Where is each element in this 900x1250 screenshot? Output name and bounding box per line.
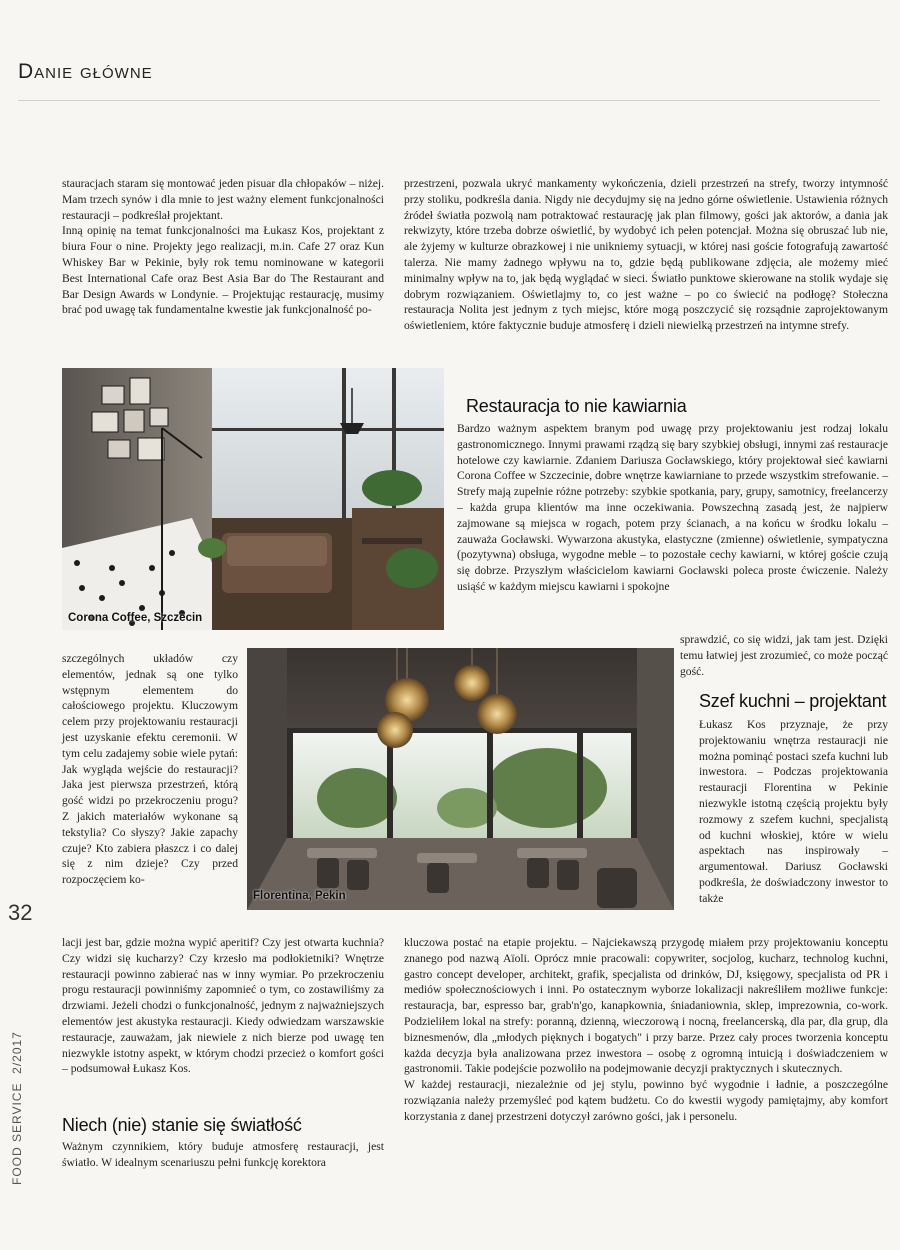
caption-corona-coffee: Corona Coffee, Szczecin <box>68 612 203 624</box>
kawiarnia-text-cont <box>680 632 888 679</box>
right-column-bottom <box>404 935 888 1125</box>
issue-label: 2/2017 <box>10 1031 24 1074</box>
section-title: Danie główne <box>18 60 153 83</box>
paragraph: Ważnym czynnikiem, który buduje atmosferę restauracji, jest światło. W idealnym scenariuszu pełni funkcję korektora <box>62 1140 384 1169</box>
magazine-name: FOOD SERVICE <box>10 1082 24 1185</box>
paragraph: sprawdzić, co się widzi, jak tam jest. Dzięki temu łatwiej jest zrozumieć, co może począć gość. <box>680 633 888 678</box>
right-column-top <box>404 176 888 334</box>
magazine-issue-vertical <box>4 855 34 1185</box>
paragraph: stauracjach staram się montować jeden pisuar dla chłopaków – niżej. Mam trzech synów i dla mnie to jest ważny element funkcjonalności restauracji – podkreślał projektant. <box>62 177 384 222</box>
paragraph: W każdej restauracji, niezależnie od jej stylu, powinno być wygodnie i ładnie, a poszczególne rozwiązania należy przemyśleć pod kątem budżetu. Co do kwestii wygody pamiętajmy, aby komfort korzystania z danej przestrzeni dotyczył zarówno gości, jak i personelu. <box>404 1078 888 1123</box>
heading-szef-kuchni: Szef kuchni – projektant <box>699 691 887 711</box>
kawiarnia-text <box>457 421 888 595</box>
header-divider <box>18 100 880 101</box>
left-narrow-column <box>62 651 238 888</box>
page-number: 32 <box>8 900 33 925</box>
caption-florentina: Florentina, Pekin <box>253 890 346 902</box>
paragraph: Bardzo ważnym aspektem branym pod uwagę przy projektowaniu jest rodzaj lokalu gastronomicznego. Innymi prawami rządzą się bary szybkiej obsługi, innymi zaś restauracje hotelowe czy kawiarnie. Zdaniem Dariusza Gocławskiego, który projektował sieć kawiarni Corona Coffee w Szczecinie, dobre wnętrze kawiarniane to przede wszystkim strefowanie. – Strefy mają zupełnie różne potrzeby: szybkie spotkania, pary, grupy, samotnicy, freelancerzy – każda grupa klientów ma inne oczekiwania. Powszechną zasadą jest, że najpierw zajmowane są miejsca w rogach, potem przy ścianach, a na końcu w środku lokalu – zauważa Gocławski. Wywarzona akustyka, elastyczne (zmienne) oświetlenie, sympatyczna (pozytywna) obsługa, wygodne meble – to pozostałe cechy kawiarni, w której goście czują się dobrze. Przyszłym właścicielom kawiarni Gocławski poleca proste ćwiczenie. Należy usiąść w każdym miejscu kawiarni i spokojne <box>457 422 888 593</box>
szef-text <box>699 717 888 907</box>
left-column-light <box>62 1139 384 1171</box>
paragraph: Inną opinię na temat funkcjonalności ma Łukasz Kos, projektant z biura Four o nine. Projekty jego realizacji, m.in. Cafe 27 oraz Kun Whiskey Bar w Pekinie, były rok temu nominowane w kategorii Best International Cafe oraz Best Asia Bar do The Restaurant and Bar Design Awards w Londynie. – Projektując restaurację, musimy brać pod uwagę tak fundamentalne kwestie jak funkcjonalność po- <box>62 224 384 317</box>
left-column-bottom <box>62 935 384 1077</box>
photo-corona-coffee <box>62 368 444 630</box>
heading-kawiarnia: Restauracja to nie kawiarnia <box>466 396 687 416</box>
paragraph: szczególnych układów czy elementów, jednak są one tylko wstępnym elementem do całościowego projektu. Kluczowym celem przy projektowaniu restauracji jest uzyskanie efektu ceremonii. W tym celu zadajemy sobie wiele pytań: Jak wygląda wejście do restauracji? Jaka jest pierwsza przestrzeń, którą gość widzi po przekroczeniu progu? Z jakich materiałów wykonane są tekstylia? Co słyszy? Jakie zapachy czuje? Kto zabiera płaszcz i co dalej się z nim dzieje? Czy przed rozpoczęciem ko- <box>62 652 238 887</box>
left-column-top <box>62 176 384 318</box>
paragraph: przestrzeni, pozwala ukryć mankamenty wykończenia, dzieli przestrzeń na strefy, tworzy intymność przy stoliku, podkreśla dania. Nigdy nie decydujmy się na jedno górne oświetlenie. Ustawienia różnych źródeł światła pozwolą nam potraktować restaurację jak plan filmowy, gości jak aktorów, a dania jak rekwizyty, które trzeba dobrze oświetlić, by wydobyć ich pełen potencjał. Można się obruszać lub nie, ale żyjemy w kulturze obrazkowej i nie unikniemy sytuacji, w której nasi goście fotografują zawartość talerza. Nie mamy żadnego wpływu na to, gdzie będą publikowane zdjęcia, ale możemy mieć minimalny wpływ na to, jak będą wyglądać w sieci. Światło punktowe skierowane na stolik wydaje się dobrym rozwiązaniem. Oświetlajmy to, co jest ważne – po co świecić na podłogę? Stołeczna restauracja Nolita jest jednym z tych miejsc, które mogą poszczycić się rozsądnie zaprojektowanym oświetleniem, które faktycznie buduje atmosferę i dzieli niewielką przestrzeń na intymne strefy. <box>404 177 888 333</box>
paragraph: lacji jest bar, gdzie można wypić aperitif? Czy jest otwarta kuchnia? Czy widzi się kucharzy? Czy krzesło ma podłokietniki? Wnętrze restauracji powinno zabierać nas w inny wymiar. Po przekroczeniu progu restauracji powinniśmy zapomnieć o tym, co zostawiliśmy za drzwiami. Jeżeli chodzi o funkcjonalność, jednym z najważniejszych elementów jest akustyka restauracji. Kiedy odwiedzam warszawskie restauracje, zauważam, jak niewiele z nich bierze pod uwagę ten niezwykle istotny aspekt, w którym chodzi przecież o komfort gości – podsumował Łukasz Kos. <box>62 936 384 1076</box>
photo-florentina <box>247 648 674 910</box>
paragraph: Łukasz Kos przyznaje, że przy projektowaniu wnętrza restauracji nie można pominąć postaci szefa kuchni lub inwestora. – Podczas projektowania restauracji Florentina w Pekinie niezwykle istotną częścią projektu były rozmowy z szefem kuchni, specjalistą od kuchni włoskiej, które w wielu aspektach nas inspirowały – argumentował. Dariusz Gocławski podkreśla, że doświadczony inwestor to także <box>699 718 888 905</box>
heading-swiatlosc: Niech (nie) stanie się światłość <box>62 1115 302 1135</box>
paragraph: kluczowa postać na etapie projektu. – Najciekawszą przygodę miałem przy projektowaniu konceptu znanego pod nazwą Aïoli. Oprócz mnie pracowali: copywriter, socjolog, kucharz, technolog kuchni, gastro concept developer, architekt, grafik, specjalista od drinków, DJ, księgowy, specjalista od PR i mediów społecznościowych i inni. Po ostatecznym wyborze lokalizacji nakreśliłem możliwe funkcje: restauracja, bar, espresso bar, grab'n'go, kanapkownia, śniadaniownia, sklep, imprezownia, co-work. Podzieliłem lokal na strefy: poranną, dzienną, wieczorową i nocną, freelancerską, dla par, dla grup, dla biznesmenów, dla „młodych pięknych i bogatych" i przy barze. Przez cały proces tworzenia konceptu każda decyzja była analizowana przez inwestora – osobę z ogromną intuicją i doświadczeniem w gastronomii. Takie podejście pozwoliło na podejmowanie decyzji praktycznych i skutecznych. <box>404 936 888 1076</box>
